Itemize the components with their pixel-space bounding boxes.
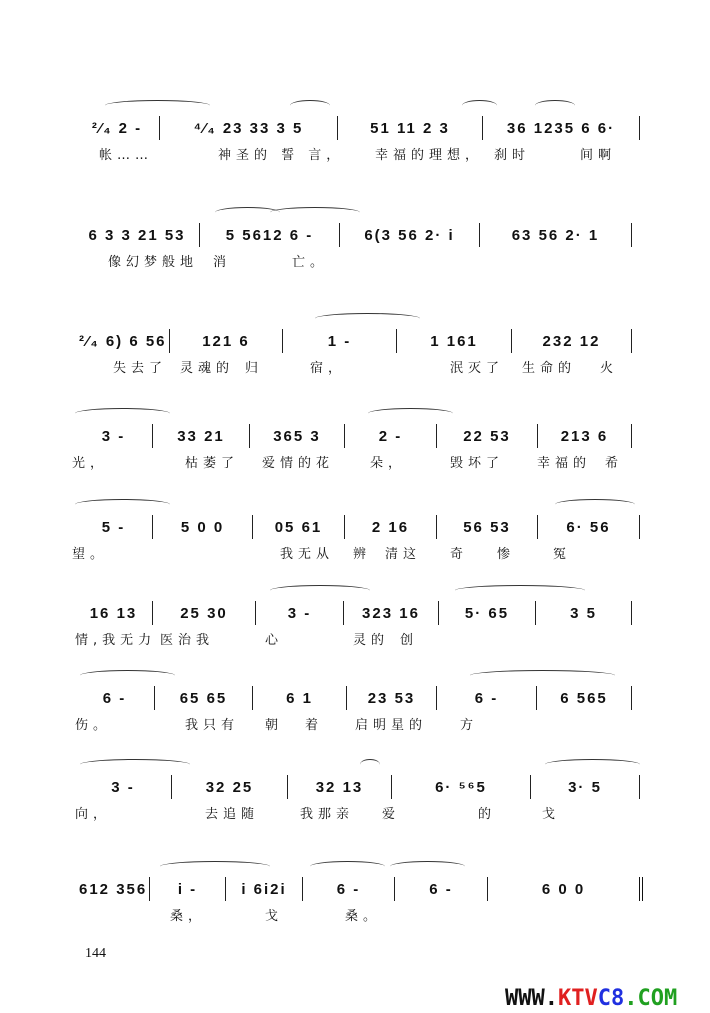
lyric: 伤。	[75, 718, 112, 733]
lyric: 幸福的理想，	[375, 148, 484, 163]
score-line-4	[0, 424, 710, 484]
slur	[390, 861, 465, 872]
measure: 22 53	[437, 424, 538, 448]
score-line-9	[0, 877, 710, 937]
lyric: 爱	[382, 807, 401, 822]
measure: 25 30	[153, 601, 256, 625]
lyric: 辨	[353, 547, 372, 562]
measure: 6 -	[437, 686, 537, 710]
measure: 6 -	[75, 686, 155, 710]
slur	[360, 759, 380, 770]
watermark-part: KTV	[557, 986, 598, 1011]
lyric: 去追随	[205, 807, 260, 822]
score-line-7	[0, 686, 710, 746]
measure: 3 -	[256, 601, 344, 625]
score-line-2	[0, 223, 710, 283]
measure: 3 5	[536, 601, 632, 625]
measure: 5 5612 6 -	[200, 223, 340, 247]
lyric: 清这	[385, 547, 422, 562]
measure: ⁴⁄₄ 23 33 3 5	[160, 116, 338, 140]
measure: 16 13	[75, 601, 153, 625]
measure: 232 12	[512, 329, 632, 353]
lyric: 望。	[72, 547, 109, 562]
slur	[270, 207, 360, 218]
slur	[105, 100, 210, 111]
slur	[462, 100, 497, 111]
slur	[535, 100, 575, 111]
lyric: 医治我	[160, 633, 215, 648]
lyric: 向，	[75, 807, 112, 822]
lyric: 我那亲	[300, 807, 355, 822]
measure: 51 11 2 3	[338, 116, 483, 140]
measure: 3 -	[75, 424, 153, 448]
score-line-5	[0, 515, 710, 575]
watermark-logo	[505, 986, 677, 1011]
measure: 6· ⁵⁶5	[392, 775, 531, 799]
lyric: 间啊	[580, 148, 617, 163]
lyric: 像幻梦般地	[108, 255, 199, 270]
lyric: 幸福的	[537, 456, 592, 471]
measure: 6 -	[303, 877, 395, 901]
measure: 32 25	[172, 775, 288, 799]
lyric: 失去了	[113, 361, 168, 376]
slur	[75, 408, 170, 419]
lyric: 毁坏了	[450, 456, 505, 471]
score-line-6	[0, 601, 710, 661]
measure: 3· 5	[531, 775, 640, 799]
lyric: 戈	[265, 909, 284, 924]
measure: i 6i2i	[226, 877, 303, 901]
slur	[270, 585, 370, 596]
measure: 36 1235 6 6·	[483, 116, 640, 140]
lyric: 创	[400, 633, 419, 648]
measure: 6 565	[537, 686, 632, 710]
lyric: 刹时	[494, 148, 531, 163]
page-number: 144	[85, 946, 106, 961]
lyric: 心	[265, 633, 284, 648]
measure: 2 16	[345, 515, 437, 539]
lyric: 朝	[265, 718, 284, 733]
lyric: 启明星的	[355, 718, 428, 733]
slur	[310, 861, 385, 872]
measure: 65 65	[155, 686, 253, 710]
measure: 5 0 0	[153, 515, 253, 539]
measure: 63 56 2· 1	[480, 223, 632, 247]
measure: 6 -	[395, 877, 488, 901]
measure: 23 53	[347, 686, 437, 710]
lyric: 桑，	[170, 909, 207, 924]
lyric: 帐……	[99, 148, 154, 163]
slur	[290, 100, 330, 111]
measure: 323 16	[344, 601, 439, 625]
lyric: 爱情的花	[262, 456, 335, 471]
measure: 612 356	[75, 877, 150, 901]
slur	[315, 313, 420, 324]
measure: 1 -	[283, 329, 397, 353]
lyric: 枯萎了	[185, 456, 240, 471]
lyric: 灵魂的	[180, 361, 235, 376]
slur	[368, 408, 453, 419]
lyric: 泯灭了	[450, 361, 505, 376]
slur	[555, 499, 635, 510]
score-line-8	[0, 775, 710, 835]
lyric: 情,我无力	[75, 633, 157, 648]
lyric: 的	[478, 807, 497, 822]
measure: 2 -	[345, 424, 437, 448]
measure: ²⁄₄ 2 -	[75, 116, 160, 140]
measure: 6(3 56 2· i	[340, 223, 480, 247]
lyric: 亡。	[292, 255, 329, 270]
slur	[455, 585, 585, 596]
lyric: 灵的	[353, 633, 390, 648]
lyric: 我无从	[280, 547, 335, 562]
slur	[80, 759, 190, 770]
measure: 33 21	[153, 424, 250, 448]
measure: 6 1	[253, 686, 347, 710]
score-line-3	[0, 329, 710, 389]
measure: 1 161	[397, 329, 512, 353]
lyric: 戈	[542, 807, 561, 822]
measure: 5 -	[75, 515, 153, 539]
measure: i -	[150, 877, 226, 901]
lyric: 光，	[72, 456, 109, 471]
measure: 121 6	[170, 329, 283, 353]
watermark-part: .COM	[624, 986, 678, 1011]
measure-final: 6 0 0	[488, 877, 643, 901]
measure: 365 3	[250, 424, 345, 448]
lyric: 宿，	[310, 361, 347, 376]
lyric: 桑。	[345, 909, 382, 924]
lyric: 冤	[553, 547, 572, 562]
measure: 56 53	[437, 515, 538, 539]
lyric: 归	[245, 361, 264, 376]
score-line-1	[0, 116, 710, 176]
measure: 5· 65	[439, 601, 536, 625]
measure: 213 6	[538, 424, 632, 448]
slur	[160, 861, 270, 872]
watermark-part: C8	[597, 986, 625, 1011]
lyric: 消	[213, 255, 232, 270]
lyric: 生命的	[522, 361, 577, 376]
lyric: 朵，	[370, 456, 407, 471]
lyric: 火	[600, 361, 619, 376]
watermark-part: WWW.	[505, 986, 558, 1011]
lyric: 惨	[497, 547, 516, 562]
lyric: 我只有	[185, 718, 240, 733]
lyric: 着	[305, 718, 324, 733]
slur	[75, 499, 170, 510]
lyric: 方	[460, 718, 479, 733]
measure: 3 -	[75, 775, 172, 799]
slur	[470, 670, 615, 681]
slur	[545, 759, 640, 770]
measure: ²⁄₄ 6) 6 56	[75, 329, 170, 353]
measure: 32 13	[288, 775, 392, 799]
slur	[80, 670, 175, 681]
measure: 6· 56	[538, 515, 640, 539]
measure: 6 3 3 21 53	[75, 223, 200, 247]
lyric: 神圣的 誓 言，	[218, 148, 345, 163]
lyric: 奇	[450, 547, 469, 562]
measure: 05 61	[253, 515, 345, 539]
lyric: 希	[605, 456, 624, 471]
